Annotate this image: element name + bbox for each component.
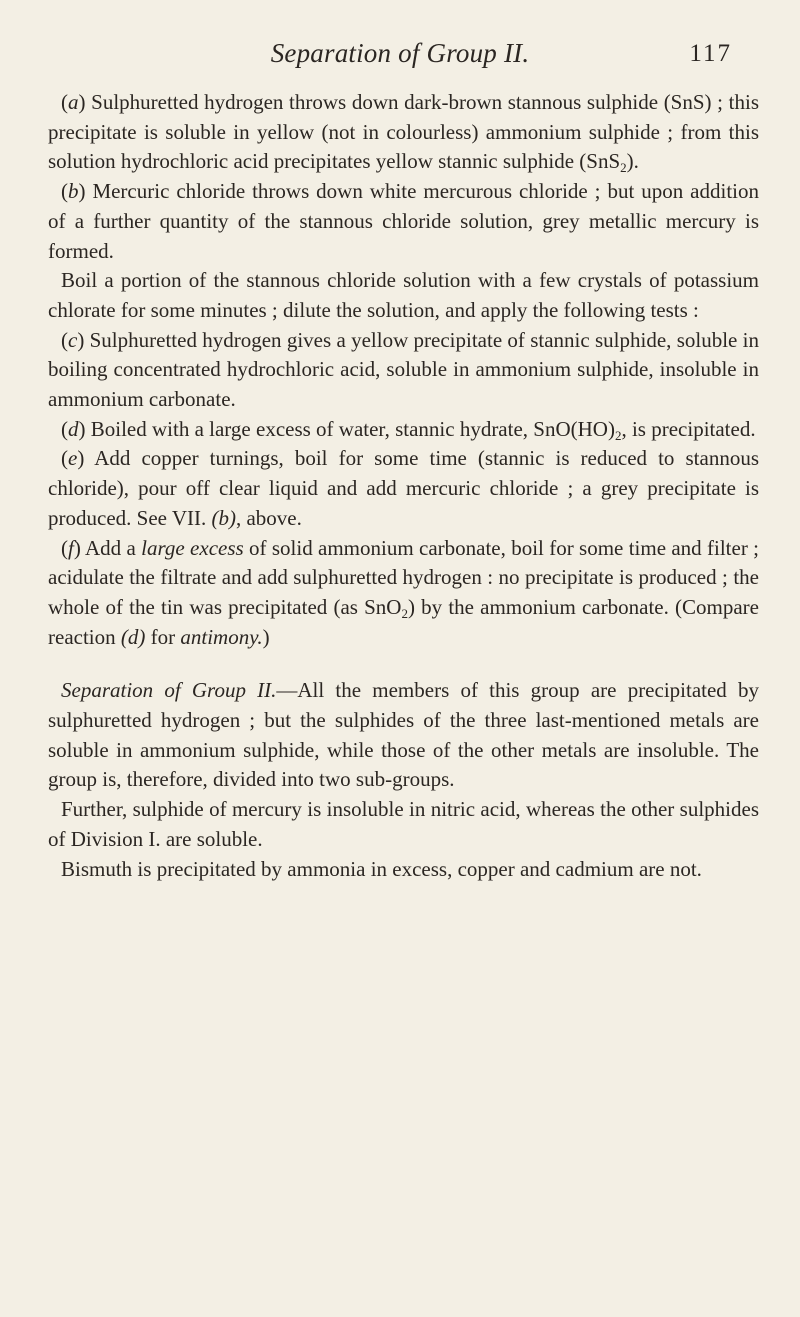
- paragraph: [48, 676, 759, 795]
- text-segment: Bismuth is precipitated by ammonia in excess, copper and cadmium are not.: [61, 856, 702, 881]
- paragraph-label: (e): [61, 446, 85, 471]
- paragraph-label: (d): [61, 416, 86, 441]
- subscript: 2: [614, 427, 622, 443]
- page-header: [0, 38, 800, 78]
- text-segment: for: [145, 624, 181, 649]
- text-segment: (d): [120, 624, 146, 649]
- text-segment: large excess: [141, 535, 244, 560]
- text-segment: Further, sulphide of mercury is insoluble in nitric acid, whereas the other sulphides of Division I. are soluble.: [48, 797, 759, 851]
- text-segment: (b): [211, 505, 236, 530]
- paragraph: [48, 415, 759, 445]
- text-segment: ).: [626, 149, 639, 174]
- text-segment: Boiled with a large excess of water, stannic hydrate, SnO(HO): [85, 416, 615, 441]
- text-segment: ): [262, 624, 270, 649]
- paragraph-label: (c): [61, 327, 85, 352]
- text-segment: Separation of Group II.: [61, 678, 277, 703]
- text-segment: antimony.: [180, 624, 263, 649]
- text-segment: Add a: [80, 535, 142, 560]
- text-segment: —All the members of this group are precipitated by sulphuretted hydrogen ; but the sulphides of the three last-mentioned metals are soluble in ammonium sulphide, while those of the other metals are insoluble. The group is, therefore, divided into two sub-groups.: [48, 678, 760, 792]
- paragraph-label: (a): [61, 90, 86, 114]
- text-segment: Sulphuretted hydrogen throws down dark-brown stannous sulphide (SnS) ; this precipitate is soluble in yellow (not in colourless) ammonium sulphide ; from this solution hydrochloric acid precipitates yellow stannic sulphide (SnS: [48, 90, 759, 174]
- subscript: 2: [401, 605, 408, 621]
- text-segment: Mercuric chloride throws down white mercurous chloride ; but upon addition of a further quantity of the stannous chloride solution, grey metallic mercury is formed.: [48, 179, 759, 263]
- paragraph-label: (b): [61, 179, 86, 204]
- text-segment: , is precipitated.: [621, 416, 756, 441]
- paragraph-label: (f): [61, 535, 81, 560]
- text-segment: ) by the ammonium carbonate. (Compare reaction: [48, 594, 759, 649]
- text-segment: , above.: [235, 505, 302, 530]
- body-text: [48, 88, 759, 884]
- subscript: 2: [620, 160, 627, 176]
- text-segment: of solid ammonium carbonate, boil for some time and filter ; acidulate the filtrate and add sulphuretted hydrogen : no precipitate is produced ; the whole of the tin was precipitated (as SnO: [48, 535, 759, 619]
- paragraph: [48, 88, 759, 177]
- paragraph: [48, 266, 759, 325]
- text-segment: Boil a portion of the stannous chloride solution with a few crystals of potassium chlorate for some minutes ; dilute the solution, and apply the following tests :: [48, 268, 759, 322]
- page-number: 117: [689, 40, 732, 67]
- paragraph: [48, 534, 759, 653]
- text-segment: Sulphuretted hydrogen gives a yellow precipitate of stannic sulphide, soluble in boiling concentrated hydrochloric acid, soluble in ammonium sulphide, insoluble in ammonium carbonate.: [48, 327, 759, 412]
- paragraph: [48, 326, 759, 415]
- text-segment: Add copper turnings, boil for some time (stannic is reduced to stannous chloride), pour off clear liquid and add mercuric chloride ; a grey precipitate is produced. See VII.: [48, 446, 759, 530]
- paragraph: [48, 795, 759, 854]
- paragraph: [48, 855, 759, 885]
- running-title: Separation of Group II.: [270, 38, 530, 68]
- paragraph: [48, 177, 759, 266]
- paragraph: [48, 444, 759, 533]
